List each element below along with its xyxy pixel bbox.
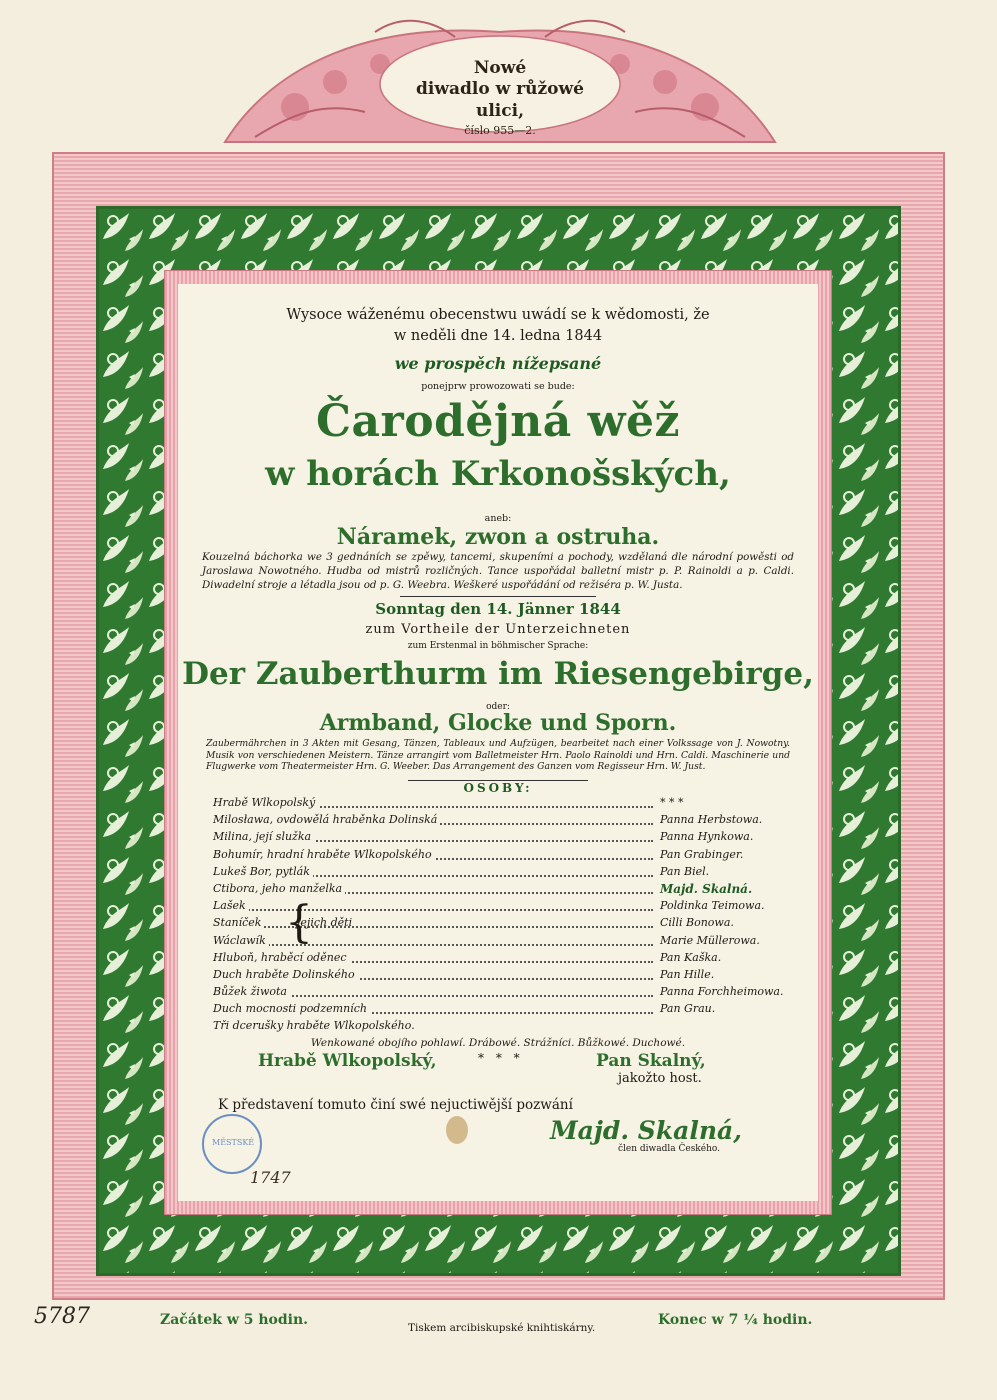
extras-line: Wenkowané obojího pohlawí. Drábowé. Strážníci. Bůžkowé. Duchowé. xyxy=(310,1037,686,1049)
description-czech: Kouzelná báchorka we 3 gednáních se zpěwy, tancemi, skupeními a pochody, wzdělaná dle národní powěsti od Jaroslawa Nowotného. Hudba od mistrů rozličných. Tance uspořádal balletní mistr p. P. Rainoldi a p. Caldi. Diwadelní stroje a létadla jsou od p. G. Weebra. Weškeré uspořádání od režiséra p. W. Justa. xyxy=(202,551,794,591)
cast-row xyxy=(213,1019,773,1036)
cast-role: Duch mocnosti podzemních xyxy=(213,1002,370,1015)
cast-row xyxy=(213,796,773,813)
cast-actor: * * * xyxy=(660,796,684,809)
announcement-intro: Wysoce wáženému obecenstwu uwádí se k wědomosti, že xyxy=(286,307,710,323)
signature: Majd. Skalná, xyxy=(550,1116,742,1145)
library-stamp xyxy=(202,1114,262,1174)
play-subtitle-czech: w horách Krkonošských, xyxy=(265,454,731,494)
cast-role: Lukeš Bor, pytlák xyxy=(213,865,313,878)
handwritten-mark: 1747 xyxy=(250,1168,291,1187)
playbill-content xyxy=(178,284,818,1201)
cast-row xyxy=(213,968,773,985)
cast-role: Hluboň, hraběcí oděnec xyxy=(213,951,350,964)
guest-actor: Pan Skalný, xyxy=(596,1051,706,1071)
cast-actor: Pan Kaška. xyxy=(660,950,722,964)
play-title-czech: Čarodějná wěž xyxy=(316,396,680,447)
first-performance-czech: ponejprw prowozowati se bude: xyxy=(421,381,575,392)
aneb-label: aneb: xyxy=(484,513,512,524)
benefit-line-german: zum Vortheile der Unterzeichneten xyxy=(365,622,631,637)
performance-date-german: Sonntag den 14. Jänner 1844 xyxy=(375,600,621,618)
stamp-text: MĚSTSKÉ xyxy=(212,1138,255,1147)
cast-row xyxy=(213,848,773,865)
cast-row xyxy=(213,1002,773,1019)
cast-row xyxy=(213,985,784,1002)
cast-role: Milosława, ovdowělá hraběnka Dolinská xyxy=(213,813,440,826)
children-brace: { xyxy=(285,897,313,948)
cast-actor: Poldinka Teimowa. xyxy=(660,899,765,913)
cast-role: Ctibora, jeho manželka xyxy=(213,882,345,895)
guest-stars: * * * xyxy=(478,1051,524,1065)
invitation-line: K představení tomuto činí swé nejuctiwější pozwání xyxy=(218,1097,573,1113)
description-german: Zaubermährchen in 3 Akten mit Gesang, Tänzen, Tableaux und Aufzügen, bearbeitet nach einer Volkssage von J. Nowotny. Musik von verschiedenen Meistern. Tänze arrangirt vom Balletmeister Hrn. Paolo Rainoldi und Hrn. Caldi. Maschinerie und Flugwerke vom Theatermeister Hrn. G. Weeber. Das Arrangement des Ganzen vom Regisseur Hrn. W. Just. xyxy=(206,738,790,773)
cast-row xyxy=(213,951,773,968)
theatre-line-3: číslo 955—2. xyxy=(464,124,536,137)
cast-actor: Marie Müllerowa. xyxy=(660,933,760,947)
cast-actor: Pan Grabinger. xyxy=(660,847,744,861)
divider-rule xyxy=(400,596,596,597)
theatre-line-2: diwadlo w růžowé ulici, xyxy=(416,79,584,121)
cast-actor: Panna Hynkowa. xyxy=(660,830,754,844)
alt-title-czech: Náramek, zwon a ostruha. xyxy=(336,524,660,550)
cast-actor: Panna Herbstowa. xyxy=(660,813,763,827)
theatre-line-1: Nowé xyxy=(473,58,527,78)
cast-row xyxy=(213,830,773,847)
cast-role: Staníček xyxy=(213,916,264,929)
cast-role: Bůžek žiwota xyxy=(213,985,290,998)
cast-role: Bohumír, hradní hraběte Wlkopolského xyxy=(213,848,435,861)
cast-actor: Pan Grau. xyxy=(660,1002,716,1016)
cast-role: Tři dcerušky hraběte Wlkopolského. xyxy=(213,1019,418,1032)
cast-actor: Majd. Skalná. xyxy=(660,881,753,896)
play-title-german: Der Zauberthurm im Riesengebirge, xyxy=(182,656,814,692)
cast-role: Wáclawík xyxy=(213,934,269,947)
cast-row xyxy=(213,865,773,882)
end-time: Konec w 7 ¼ hodin. xyxy=(658,1312,813,1328)
cast-actor: Panna Forchheimowa. xyxy=(660,985,784,999)
performance-date-czech: w neděli dne 14. ledna 1844 xyxy=(393,328,603,344)
signature-subtitle: člen diwadla Českého. xyxy=(618,1144,721,1154)
cast-role: Duch hraběte Dolinského xyxy=(213,968,358,981)
guest-note: jakožto host. xyxy=(618,1071,702,1086)
cast-role: Lašek xyxy=(213,899,249,912)
cast-actor: Cilli Bonowa. xyxy=(660,916,734,930)
guest-role: Hrabě Wlkopolský, xyxy=(258,1051,437,1071)
theatre-name xyxy=(390,58,610,140)
cast-role: Hrabě Wlkopolský xyxy=(213,796,318,809)
oder-label: oder: xyxy=(486,702,510,712)
cast-heading: OSOBY: xyxy=(463,781,533,795)
benefit-line-czech: we prospěch nížepsané xyxy=(394,354,602,373)
start-time: Začátek w 5 hodin. xyxy=(160,1312,309,1328)
children-label: jejich děti xyxy=(297,916,353,929)
cast-row xyxy=(213,813,773,830)
archive-number: 5787 xyxy=(34,1304,90,1329)
cast-role: Milina, její služka xyxy=(213,830,314,843)
paper-stain xyxy=(446,1116,468,1144)
cast-actor: Pan Biel. xyxy=(660,864,710,878)
printer-credit: Tiskem arcibiskupské knihtiskárny. xyxy=(408,1322,596,1334)
cast-list xyxy=(213,796,784,1037)
first-performance-german: zum Erstenmal in böhmischer Sprache: xyxy=(407,641,589,651)
alt-title-german: Armband, Glocke und Sporn. xyxy=(319,710,677,736)
cast-actor: Pan Hille. xyxy=(660,967,715,981)
